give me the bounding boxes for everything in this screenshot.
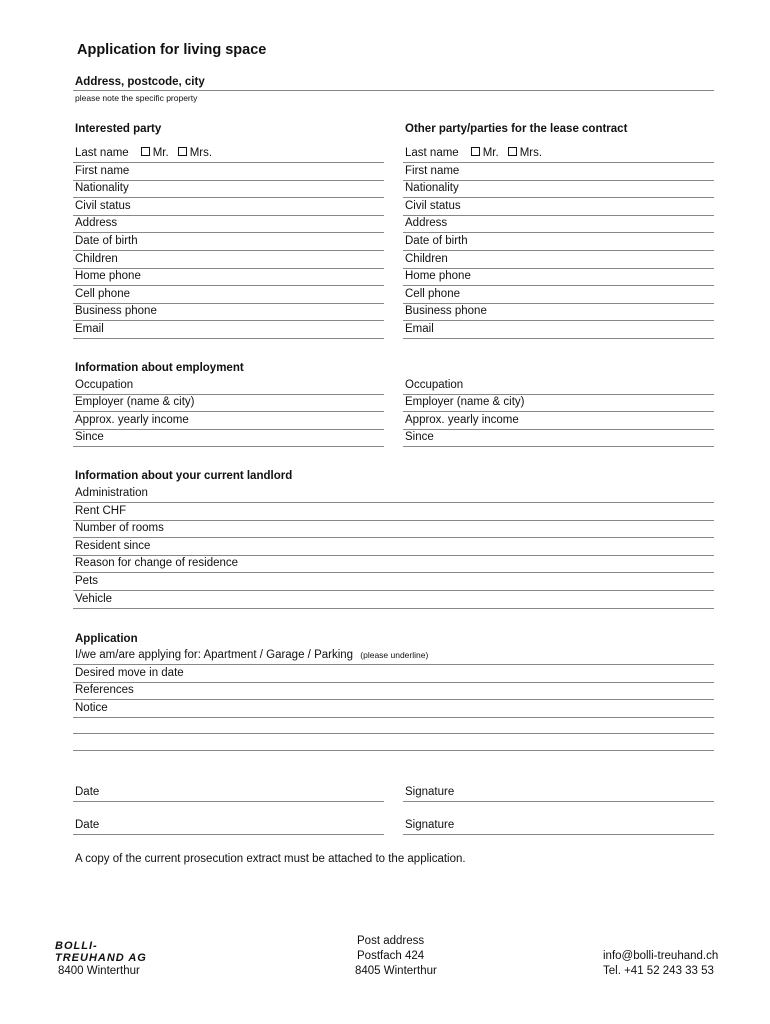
field-label: Occupation <box>75 379 134 391</box>
logo-line-1: BOLLI- <box>55 940 98 952</box>
applying-for-label: I/we am/are applying for: Apartment / Garage / Parking <box>75 649 354 661</box>
field-label: Business phone <box>75 305 157 318</box>
page-title: Application for living space <box>77 42 267 58</box>
form-field[interactable] <box>73 413 384 430</box>
footer-email[interactable]: info@bolli-treuhand.ch <box>603 950 719 962</box>
field-label: Rent CHF <box>75 504 127 517</box>
form-field[interactable] <box>73 504 714 521</box>
form-field[interactable] <box>403 304 714 321</box>
form-field[interactable] <box>73 430 384 447</box>
form-field[interactable] <box>73 234 384 251</box>
field-label: Business phone <box>405 305 487 318</box>
mrs-label: Mrs. <box>189 147 213 159</box>
post-box: Postfach 424 <box>357 950 425 962</box>
applying-for-field[interactable] <box>73 648 714 665</box>
form-field[interactable] <box>73 556 714 573</box>
form-field[interactable] <box>73 164 384 181</box>
form-field[interactable] <box>73 146 384 163</box>
field-label: Reason for change of residence <box>75 557 239 570</box>
field-label: Employer (name & city) <box>405 396 525 409</box>
field-label: Cell phone <box>75 287 130 300</box>
property-label: Address, postcode, city <box>75 76 205 88</box>
form-field[interactable] <box>73 592 714 609</box>
post-city: 8405 Winterthur <box>355 965 437 977</box>
field-label: Last name <box>405 147 459 159</box>
field-label: Resident since <box>75 539 151 552</box>
form-field[interactable] <box>73 304 384 321</box>
field-label: Date of birth <box>75 235 138 247</box>
footer-post <box>357 934 437 979</box>
field-label: References <box>75 684 134 697</box>
form-field[interactable] <box>73 252 384 269</box>
form-field[interactable] <box>403 378 714 395</box>
mr-label: Mr. <box>152 147 169 159</box>
field-label: Civil status <box>405 199 461 212</box>
field-label: Home phone <box>75 270 141 283</box>
form-field[interactable] <box>403 430 714 447</box>
signature-field[interactable] <box>403 785 714 802</box>
field-label: Since <box>75 431 104 444</box>
property-input[interactable] <box>73 90 714 91</box>
field-label: Occupation <box>405 379 464 391</box>
employment-heading: Information about employment <box>75 362 244 374</box>
notice-line[interactable] <box>73 750 714 751</box>
form-field[interactable] <box>73 666 714 683</box>
notice-line[interactable] <box>73 733 714 734</box>
field-label: Approx. yearly income <box>405 413 519 426</box>
prosecution-notice: A copy of the current prosecution extract must be attached to the application. <box>75 853 466 865</box>
field-label: Address <box>405 217 448 230</box>
field-label: Last name <box>75 147 129 159</box>
form-field[interactable] <box>73 395 384 412</box>
field-label: Email <box>75 323 104 335</box>
footer-city: 8400 Winterthur <box>58 965 140 977</box>
post-label: Post address <box>357 935 425 947</box>
mr-checkbox[interactable] <box>471 147 480 156</box>
field-label: Desired move in date <box>75 667 184 679</box>
salutation-options <box>471 146 551 161</box>
date-field[interactable] <box>73 818 384 835</box>
form-field[interactable] <box>73 269 384 286</box>
field-label: Administration <box>75 487 148 499</box>
form-field[interactable] <box>73 199 384 216</box>
form-field[interactable] <box>73 322 384 339</box>
field-label: Nationality <box>75 182 129 195</box>
form-field[interactable] <box>73 378 384 395</box>
form-field[interactable] <box>403 269 714 286</box>
form-field[interactable] <box>73 539 714 556</box>
field-label: Vehicle <box>75 592 113 605</box>
form-field[interactable] <box>403 164 714 181</box>
form-field[interactable] <box>403 287 714 304</box>
form-field[interactable] <box>73 486 714 503</box>
other-heading: Other party/parties for the lease contract <box>405 123 628 135</box>
form-field[interactable] <box>73 216 384 233</box>
date-label: Date <box>75 786 100 798</box>
field-label: Notice <box>75 701 108 714</box>
mrs-checkbox[interactable] <box>178 147 187 156</box>
signature-label: Signature <box>405 819 455 831</box>
field-label: Children <box>75 252 118 265</box>
date-field[interactable] <box>73 785 384 802</box>
interested-heading: Interested party <box>75 123 162 135</box>
field-label: Number of rooms <box>75 522 164 535</box>
field-label: Date of birth <box>405 235 468 247</box>
company-logo <box>55 940 147 964</box>
field-label: Children <box>405 252 448 265</box>
form-field[interactable] <box>403 146 714 163</box>
form-field[interactable] <box>403 234 714 251</box>
property-note: please note the specific property <box>75 93 198 103</box>
field-label: Pets <box>75 575 99 587</box>
field-label: Nationality <box>405 182 459 195</box>
field-label: Cell phone <box>405 287 460 300</box>
form-field[interactable] <box>403 395 714 412</box>
form-field[interactable] <box>73 181 384 198</box>
mr-checkbox[interactable] <box>141 147 150 156</box>
field-label: Email <box>405 323 434 335</box>
field-label: Since <box>405 431 434 444</box>
logo-line-2: TREUHAND AG <box>55 952 147 964</box>
field-label: Home phone <box>405 270 471 283</box>
field-label: Approx. yearly income <box>75 413 189 426</box>
date-label: Date <box>75 819 100 831</box>
form-field[interactable] <box>403 252 714 269</box>
form-field[interactable] <box>403 216 714 233</box>
mrs-label: Mrs. <box>519 147 543 159</box>
mr-label: Mr. <box>482 147 499 159</box>
form-field[interactable] <box>403 322 714 339</box>
field-label: First name <box>75 164 130 177</box>
underline-note: (please underline) <box>360 650 429 660</box>
application-heading: Application <box>75 633 138 645</box>
landlord-heading: Information about your current landlord <box>75 470 293 482</box>
signature-label: Signature <box>405 786 455 798</box>
footer-contact <box>603 949 718 979</box>
field-label: First name <box>405 164 460 177</box>
form-field[interactable] <box>73 574 714 591</box>
form-field[interactable] <box>403 181 714 198</box>
footer-phone: Tel. +41 52 243 33 53 <box>603 965 714 977</box>
field-label: Address <box>75 217 118 230</box>
field-label: Employer (name & city) <box>75 396 195 409</box>
form-field[interactable] <box>403 199 714 216</box>
form-field[interactable] <box>73 521 714 538</box>
signature-field[interactable] <box>403 818 714 835</box>
salutation-options <box>141 146 221 161</box>
form-field[interactable] <box>73 683 714 700</box>
form-field[interactable] <box>403 413 714 430</box>
mrs-checkbox[interactable] <box>508 147 517 156</box>
form-field[interactable] <box>73 287 384 304</box>
field-label: Civil status <box>75 199 131 212</box>
form-field[interactable] <box>73 701 714 718</box>
